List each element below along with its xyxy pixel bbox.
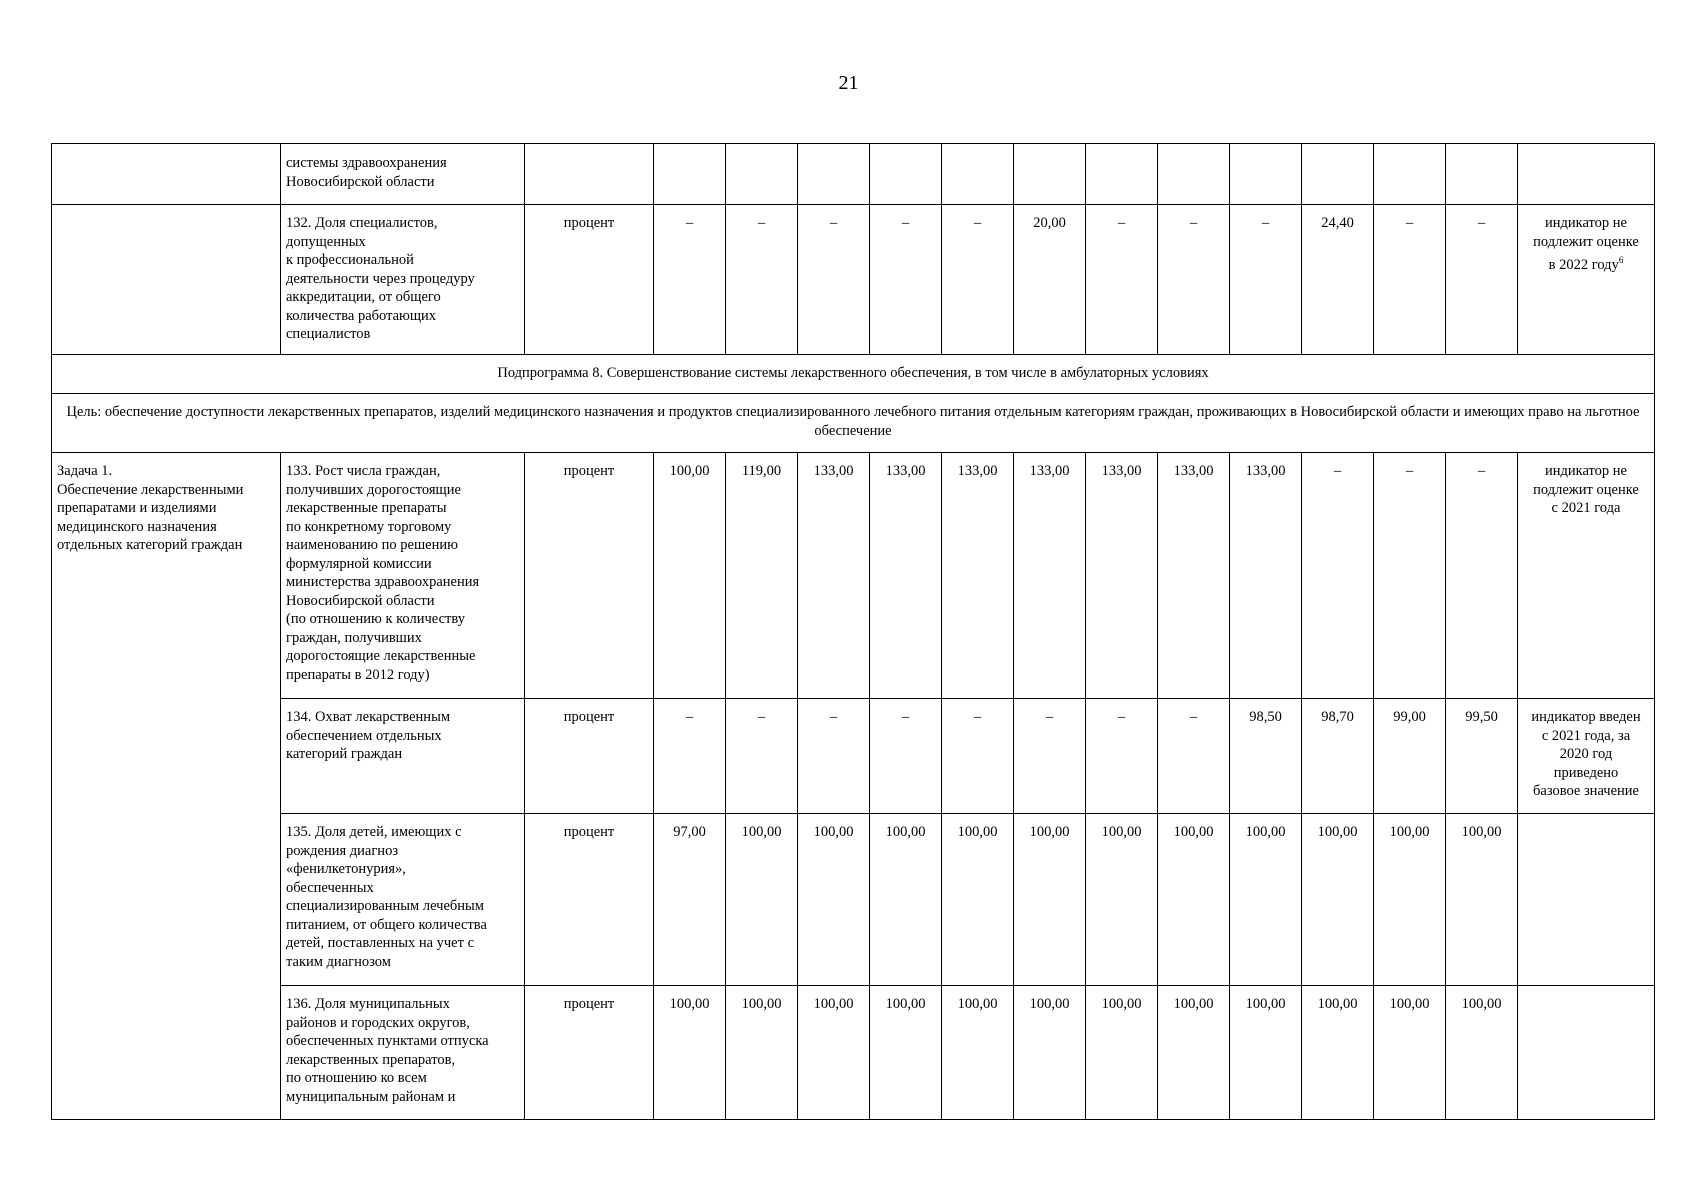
value-cell xyxy=(1302,144,1374,205)
value-cell: 100,00 xyxy=(726,986,798,1120)
unit-cell: процент xyxy=(525,986,654,1120)
table-row xyxy=(52,699,1655,814)
value-cell: 100,00 xyxy=(870,814,942,986)
value-cell: 100,00 xyxy=(1302,814,1374,986)
value-cell: – xyxy=(1086,205,1158,355)
value-cell: 100,00 xyxy=(1230,986,1302,1120)
value-cell: 100,00 xyxy=(1158,814,1230,986)
goal-text: Цель: обеспечение доступности лекарственных препаратов, изделий медицинского назначения и продуктов специализированного лечебного питания отдельным категориям граждан, проживающих в Новосибирской области и имеющих право на льготное обеспечение xyxy=(52,394,1655,453)
indicator-cell: 135. Доля детей, имеющих с рождения диагноз «фенилкетонурия», обеспеченных специализированным лечебным питанием, от общего количества детей, поставленных на учет с таким диагнозом xyxy=(281,814,525,986)
value-cell: 100,00 xyxy=(942,814,1014,986)
value-cell: 100,00 xyxy=(870,986,942,1120)
value-cell: 100,00 xyxy=(1446,814,1518,986)
value-cell: 133,00 xyxy=(1086,453,1158,699)
value-cell: 99,50 xyxy=(1446,699,1518,814)
footnote-marker: 6 xyxy=(1618,255,1624,265)
value-cell: 100,00 xyxy=(1374,986,1446,1120)
task-cell xyxy=(52,205,281,355)
value-cell: 97,00 xyxy=(654,814,726,986)
table-row xyxy=(52,986,1655,1120)
value-cell xyxy=(798,144,870,205)
value-cell: – xyxy=(1446,453,1518,699)
value-cell: 98,70 xyxy=(1302,699,1374,814)
value-cell: 100,00 xyxy=(1230,814,1302,986)
value-cell: – xyxy=(798,699,870,814)
value-cell: 100,00 xyxy=(726,814,798,986)
note-cell xyxy=(1518,205,1655,355)
value-cell xyxy=(1230,144,1302,205)
value-cell: – xyxy=(1158,205,1230,355)
table-row xyxy=(52,205,1655,355)
value-cell: – xyxy=(1374,205,1446,355)
value-cell: – xyxy=(942,205,1014,355)
table-row xyxy=(52,394,1655,453)
value-cell xyxy=(654,144,726,205)
value-cell: 99,00 xyxy=(1374,699,1446,814)
value-cell: 100,00 xyxy=(1086,814,1158,986)
note-cell xyxy=(1518,814,1655,986)
unit-cell: процент xyxy=(525,814,654,986)
value-cell xyxy=(1374,144,1446,205)
value-cell: 100,00 xyxy=(654,453,726,699)
value-cell: – xyxy=(1446,205,1518,355)
indicator-cell: 136. Доля муниципальных районов и городских округов, обеспеченных пунктами отпуска лекарственных препаратов, по отношению ко всем муниципальным районам и xyxy=(281,986,525,1120)
table-row xyxy=(52,453,1655,699)
unit-cell: процент xyxy=(525,205,654,355)
unit-cell xyxy=(525,144,654,205)
value-cell: 20,00 xyxy=(1014,205,1086,355)
indicator-cell: 133. Рост числа граждан, получивших дорогостоящие лекарственные препараты по конкретному торговому наименованию по решению формулярной комиссии министерства здравоохранения Новосибирской области (по отношению к количеству граждан, получивших дорогостоящие лекарственные препараты в 2012 году) xyxy=(281,453,525,699)
table-row xyxy=(52,144,1655,205)
value-cell: – xyxy=(726,205,798,355)
note-text: индикатор не подлежит оценке в 2022 году xyxy=(1533,215,1639,273)
value-cell: 100,00 xyxy=(1014,986,1086,1120)
subprogram-title: Подпрограмма 8. Совершенствование системы лекарственного обеспечения, в том числе в амбулаторных условиях xyxy=(52,355,1655,394)
value-cell: 100,00 xyxy=(654,986,726,1120)
value-cell: 100,00 xyxy=(1014,814,1086,986)
value-cell: – xyxy=(1014,699,1086,814)
value-cell: – xyxy=(1302,453,1374,699)
value-cell: 24,40 xyxy=(1302,205,1374,355)
value-cell: – xyxy=(1086,699,1158,814)
value-cell xyxy=(1446,144,1518,205)
value-cell: 133,00 xyxy=(942,453,1014,699)
value-cell xyxy=(870,144,942,205)
value-cell: – xyxy=(1374,453,1446,699)
value-cell xyxy=(942,144,1014,205)
value-cell: 133,00 xyxy=(1158,453,1230,699)
value-cell: – xyxy=(654,699,726,814)
note-cell: индикатор введен с 2021 года, за 2020 год приведено базовое значение xyxy=(1518,699,1655,814)
indicators-table xyxy=(51,143,1655,1120)
value-cell xyxy=(1158,144,1230,205)
value-cell xyxy=(1086,144,1158,205)
value-cell: 100,00 xyxy=(798,814,870,986)
table-row xyxy=(52,814,1655,986)
task-cell xyxy=(52,144,281,205)
value-cell: 133,00 xyxy=(798,453,870,699)
unit-cell: процент xyxy=(525,699,654,814)
page-number: 21 xyxy=(838,72,859,94)
value-cell: 133,00 xyxy=(1014,453,1086,699)
value-cell: 100,00 xyxy=(942,986,1014,1120)
value-cell: – xyxy=(1230,205,1302,355)
note-cell: индикатор не подлежит оценке с 2021 года xyxy=(1518,453,1655,699)
value-cell: – xyxy=(654,205,726,355)
task-cell: Задача 1. Обеспечение лекарственными препаратами и изделиями медицинского назначения отдельных категорий граждан xyxy=(52,453,281,1120)
value-cell: 133,00 xyxy=(870,453,942,699)
value-cell: 100,00 xyxy=(1374,814,1446,986)
value-cell: 100,00 xyxy=(1446,986,1518,1120)
value-cell xyxy=(1014,144,1086,205)
value-cell: 119,00 xyxy=(726,453,798,699)
indicator-cell: системы здравоохранения Новосибирской области xyxy=(281,144,525,205)
value-cell xyxy=(726,144,798,205)
value-cell: – xyxy=(942,699,1014,814)
table-row xyxy=(52,355,1655,394)
value-cell: – xyxy=(726,699,798,814)
note-cell xyxy=(1518,986,1655,1120)
value-cell: – xyxy=(798,205,870,355)
indicator-cell: 132. Доля специалистов, допущенных к профессиональной деятельности через процедуру аккредитации, от общего количества работающих специалистов xyxy=(281,205,525,355)
value-cell: 100,00 xyxy=(1158,986,1230,1120)
value-cell: – xyxy=(870,699,942,814)
value-cell: – xyxy=(1158,699,1230,814)
unit-cell: процент xyxy=(525,453,654,699)
indicator-cell: 134. Охват лекарственным обеспечением отдельных категорий граждан xyxy=(281,699,525,814)
value-cell: – xyxy=(870,205,942,355)
value-cell: 100,00 xyxy=(1086,986,1158,1120)
value-cell: 100,00 xyxy=(798,986,870,1120)
value-cell: 133,00 xyxy=(1230,453,1302,699)
value-cell: 100,00 xyxy=(1302,986,1374,1120)
value-cell: 98,50 xyxy=(1230,699,1302,814)
note-cell xyxy=(1518,144,1655,205)
